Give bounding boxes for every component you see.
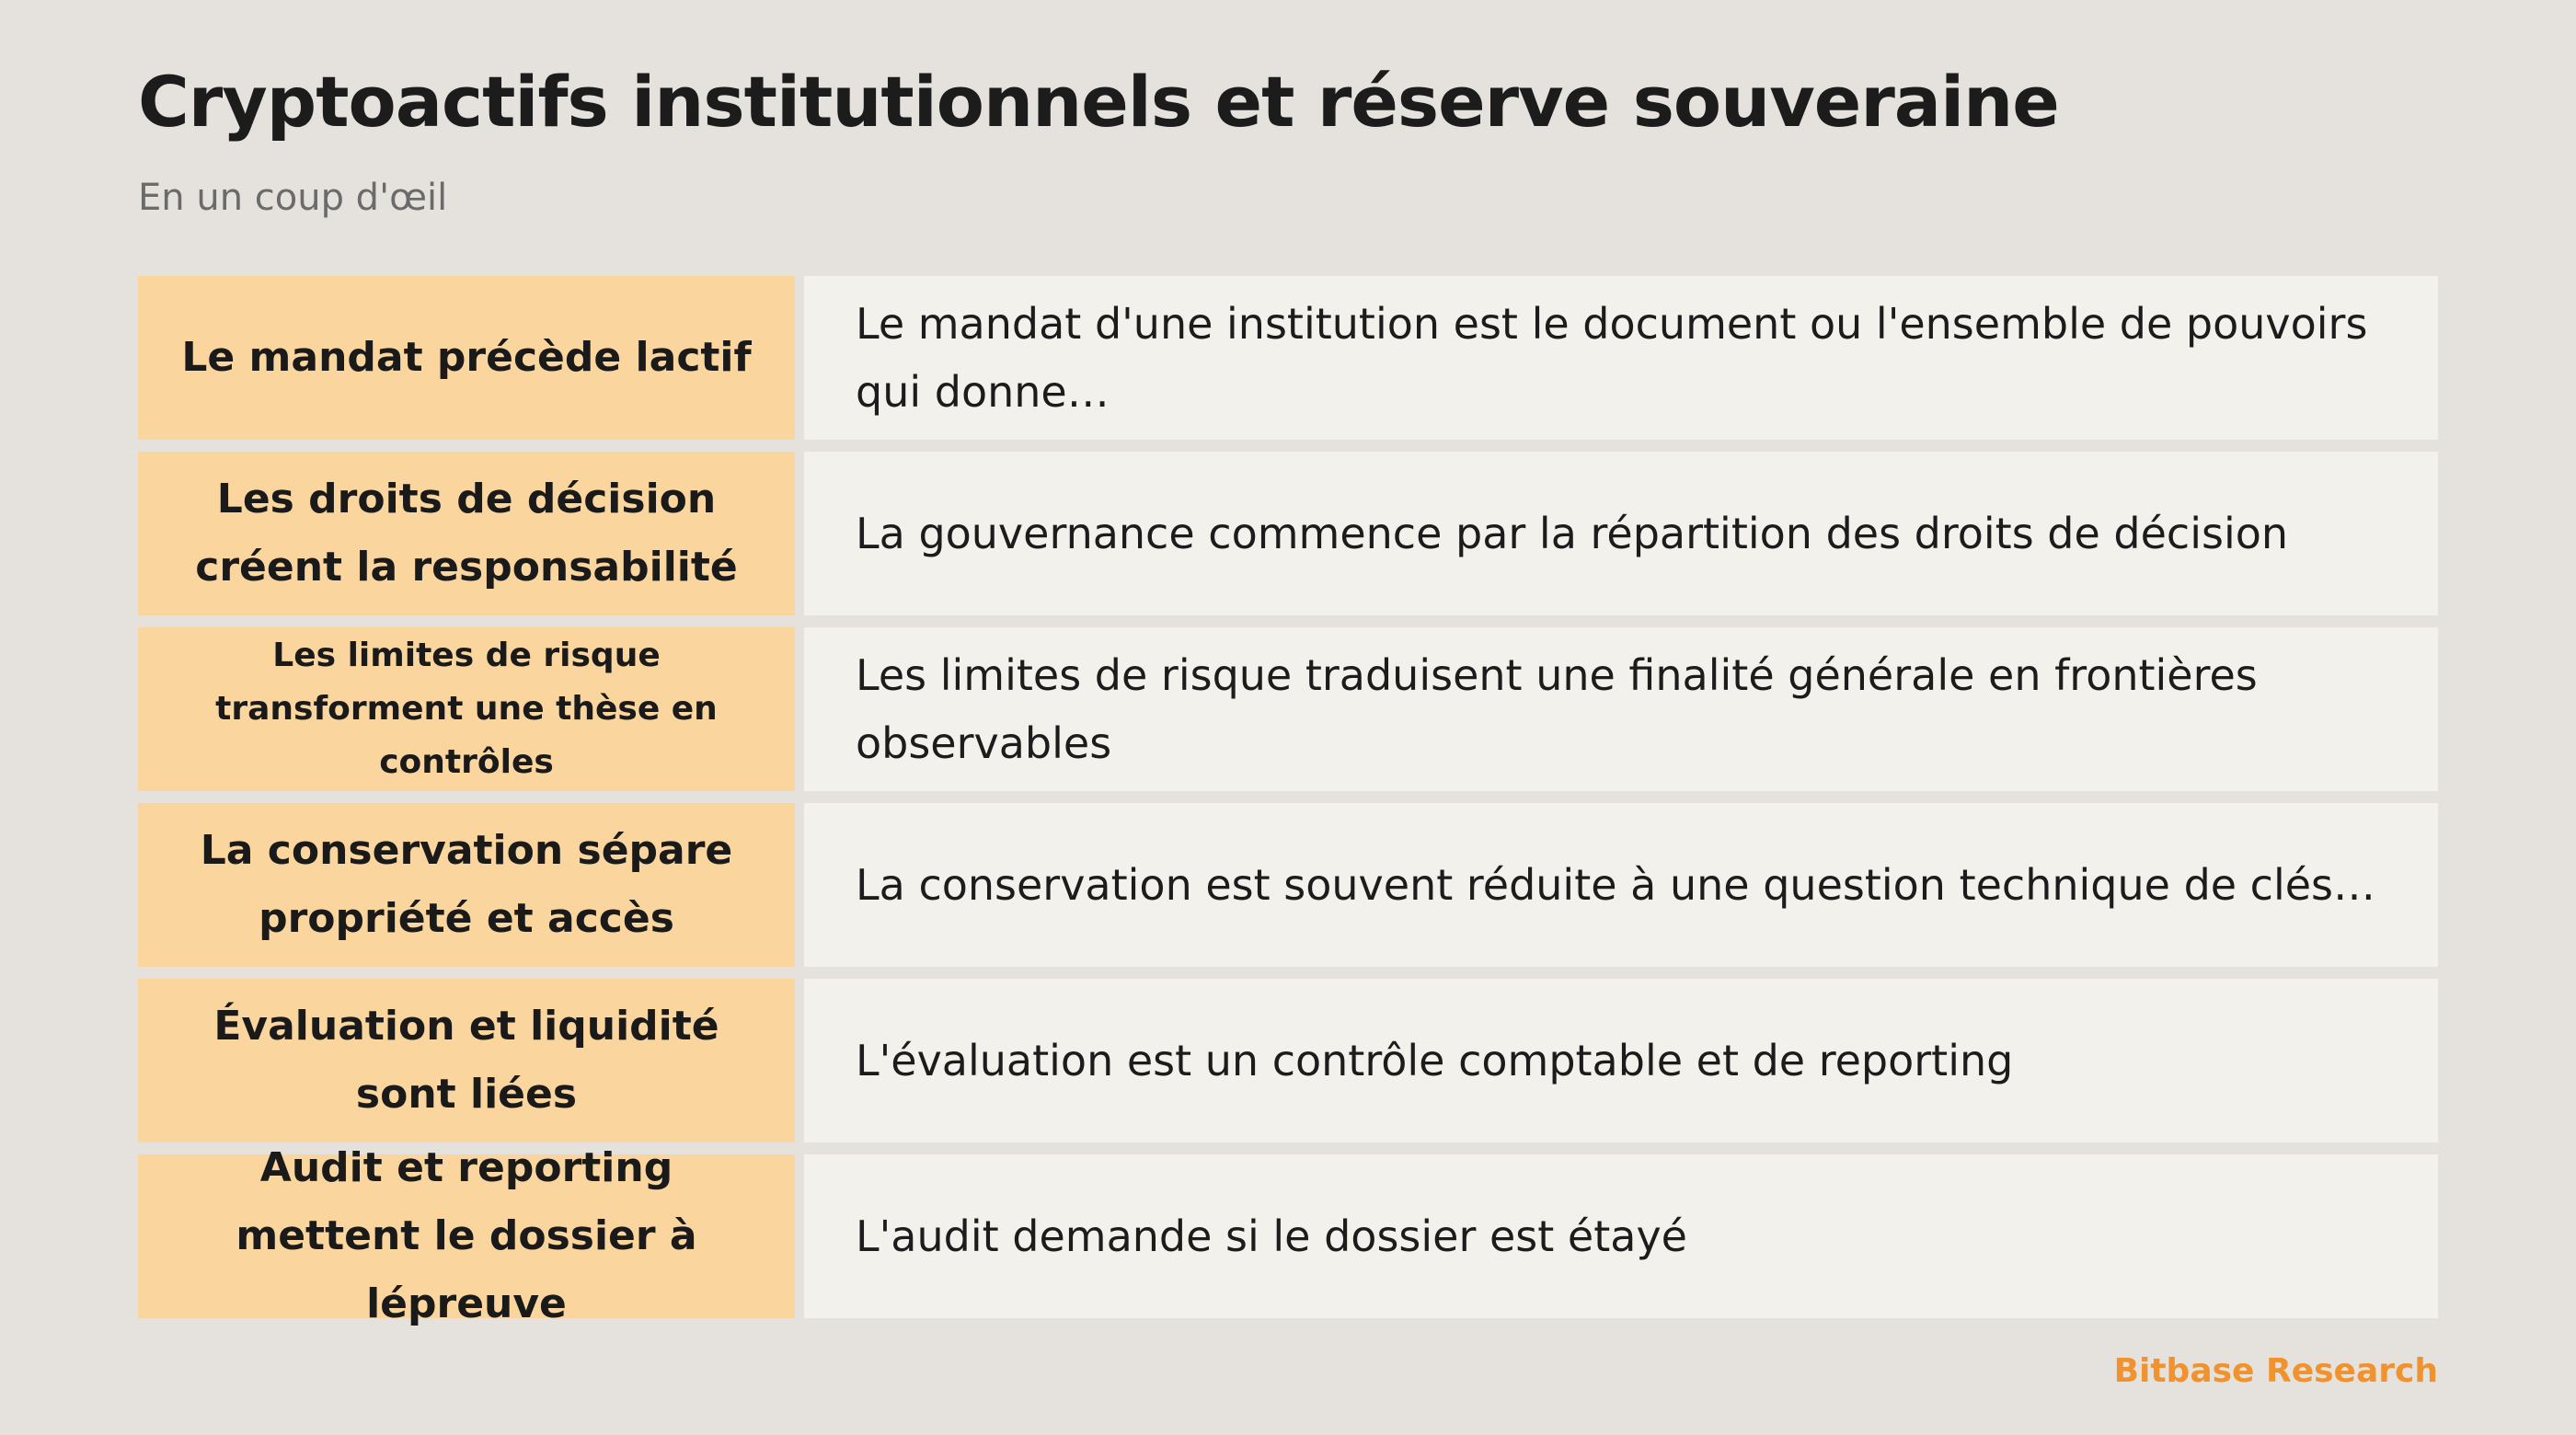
row-heading: Audit et reporting mettent le dossier à lépreuve — [138, 1154, 795, 1318]
row-heading: Évaluation et liquidité sont liées — [138, 979, 795, 1142]
table-row — [138, 452, 2438, 615]
table-row — [138, 276, 2438, 440]
row-heading: La conservation sépare propriété et accès — [138, 803, 795, 967]
page-title: Cryptoactifs institutionnels et réserve souveraine — [138, 61, 2059, 143]
table-row — [138, 803, 2438, 967]
row-description: L'évaluation est un contrôle comptable et de reporting — [804, 979, 2438, 1142]
table-row — [138, 1144, 2438, 1327]
page-subtitle: En un coup d'œil — [138, 177, 448, 219]
row-heading: Le mandat précède lactif — [138, 276, 795, 440]
row-description: La conservation est souvent réduite à une question technique de clés… — [804, 803, 2438, 967]
row-description: L'audit demande si le dossier est étayé — [804, 1154, 2438, 1318]
row-heading: Les droits de décision créent la responsabilité — [138, 452, 795, 615]
table-row — [138, 627, 2438, 791]
row-description: Les limites de risque traduisent une finalité générale en frontières observables — [804, 627, 2438, 791]
row-description: Le mandat d'une institution est le document ou l'ensemble de pouvoirs qui donne… — [804, 276, 2438, 440]
row-description: La gouvernance commence par la répartition des droits de décision — [804, 452, 2438, 615]
table-row — [138, 979, 2438, 1142]
row-heading: Les limites de risque transforment une thèse en contrôles — [138, 627, 795, 791]
summary-table — [138, 276, 2438, 1327]
brand-label: Bitbase Research — [2113, 1352, 2438, 1390]
